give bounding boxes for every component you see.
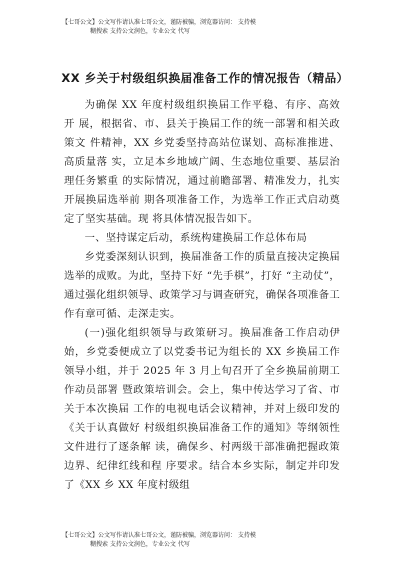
footer-line-2: 糊搜索 支持公文润色，专业公文 代写 bbox=[90, 541, 190, 548]
header-line-2: 糊搜索 支持公文润色，专业公文 代写 bbox=[90, 28, 190, 35]
document-title: XX 乡关于村级组织换届准备工作的情况报告（精品） bbox=[61, 71, 349, 85]
header-line-1: 【七哥公文】公文写作请认准七哥公文，谨防被骗，浏览器访问： 支持模 bbox=[62, 19, 256, 26]
intro-paragraph: 为确保 XX 年度村级组织换届工作平稳、有序、高效开 展，根据省、市、县关于换届工作的统一部署和相关政策文 件精神，XX 乡党委坚持高站位谋划、高标准推进、高质量落 实，立足本乡地域广阔、生态地位重要、基层治理任务繁重 的实际情况，通过前瞻部署、精准发力，扎实开展换届选举前 期各项准备工作，为选举工作正式启动奠定了坚实基础。现 将具体情况报告如下。 bbox=[64, 99, 340, 225]
watermark-header bbox=[62, 18, 362, 36]
footer-line-1: 【七哥公文】公文写作请认准七哥公文，谨防被骗，浏览器访问： 支持模 bbox=[62, 532, 256, 539]
body-paragraph: (一)强化组织领导与政策研习。换届准备工作启动伊始，乡党委便成立了以党委书记为组长的 XX 乡换届工作领导小组，并于 2025 年 3 月上旬召开了全乡换届前期工作动员部署 暨政策培训会。会上，集中传达学习了省、市关于本次换届 工作的电视电话会议精神，并对上级印发的《关于认真做好 村级组织换届准备工作的通知》等纲领性文件进行了逐条解 读，确保乡、村两级干部准确把握政策边界、纪律红线和程 序要求。结合本乡实际，制定并印发了《XX 乡 XX 年度村级组 bbox=[64, 327, 340, 491]
body-paragraph: 乡党委深刻认识到，换届准备工作的质量直接决定换届选举的成败。为此，坚持下好 “先手棋”，打好 “主动仗”，通过强化组织领导、政策学习与调查研究，确保各项准备工 作有章可循、走深走实。 bbox=[64, 251, 340, 320]
watermark-footer bbox=[62, 531, 362, 549]
section-heading: 一、坚持谋定后动，系统构建换届工作总体布局 bbox=[84, 232, 308, 244]
document-body bbox=[64, 96, 340, 495]
